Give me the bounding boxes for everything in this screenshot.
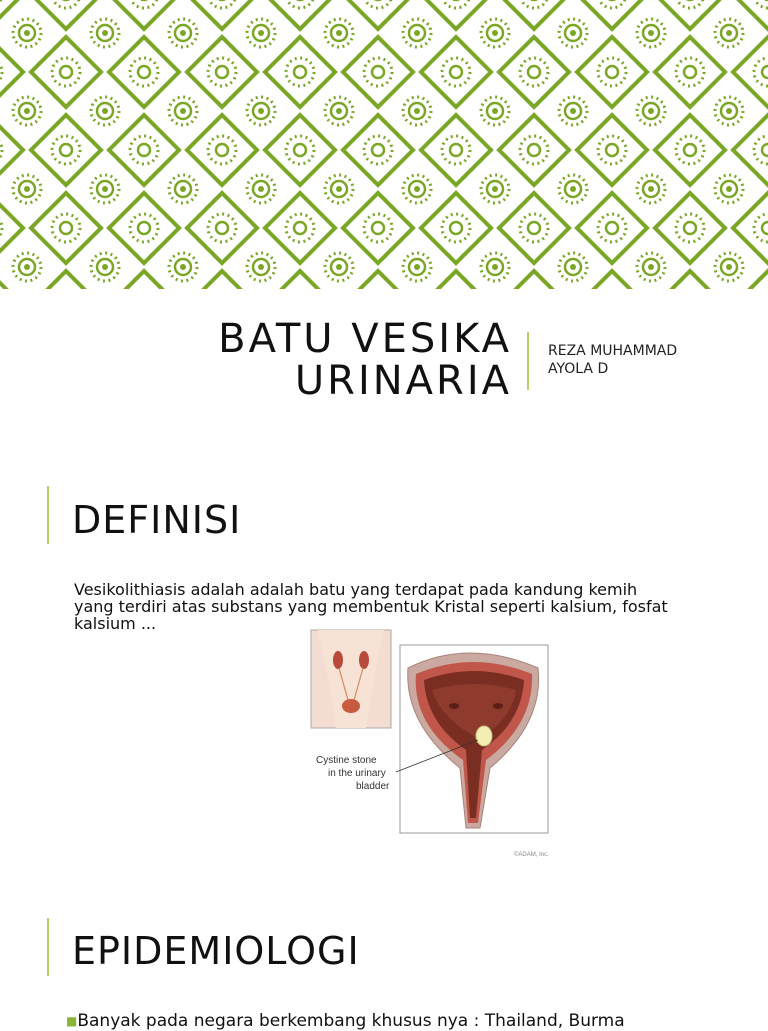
author-name (548, 342, 677, 378)
decorative-pattern-banner (0, 0, 768, 289)
section-accent-bar (47, 486, 49, 544)
bullet-item (66, 1011, 766, 1031)
author-line-1: REZA MUHAMMAD (548, 343, 678, 359)
slide-title (218, 318, 512, 402)
figure-annotation-2: in the urinary (328, 768, 386, 779)
bladder-illustration (308, 628, 560, 864)
title-line-1: BATU VESIKA (218, 316, 512, 362)
section-accent-bar (47, 918, 49, 976)
title-divider (527, 332, 529, 390)
bullet-icon: ■ (66, 1014, 78, 1028)
definition-text: Vesikolithiasis adalah adalah batu yang terdapat pada kandung kemih yang terdiri atas substans yang membentuk Kristal seperti kalsium, fosfat kalsium ... (74, 580, 668, 633)
figure-credit: ©ADAM, Inc. (514, 852, 549, 858)
section-heading-definisi: DEFINISI (72, 498, 242, 542)
figure-annotation-1: Cystine stone (316, 755, 377, 766)
title-line-2: URINARIA (294, 358, 512, 404)
figure-annotation-3: bladder (356, 781, 390, 792)
section-heading-epidemiologi: EPIDEMIOLOGI (72, 929, 360, 973)
author-line-2: AYOLA D (548, 361, 609, 377)
bullet-text: Banyak pada negara berkembang khusus nya : Thailand, Burma (77, 1011, 625, 1031)
